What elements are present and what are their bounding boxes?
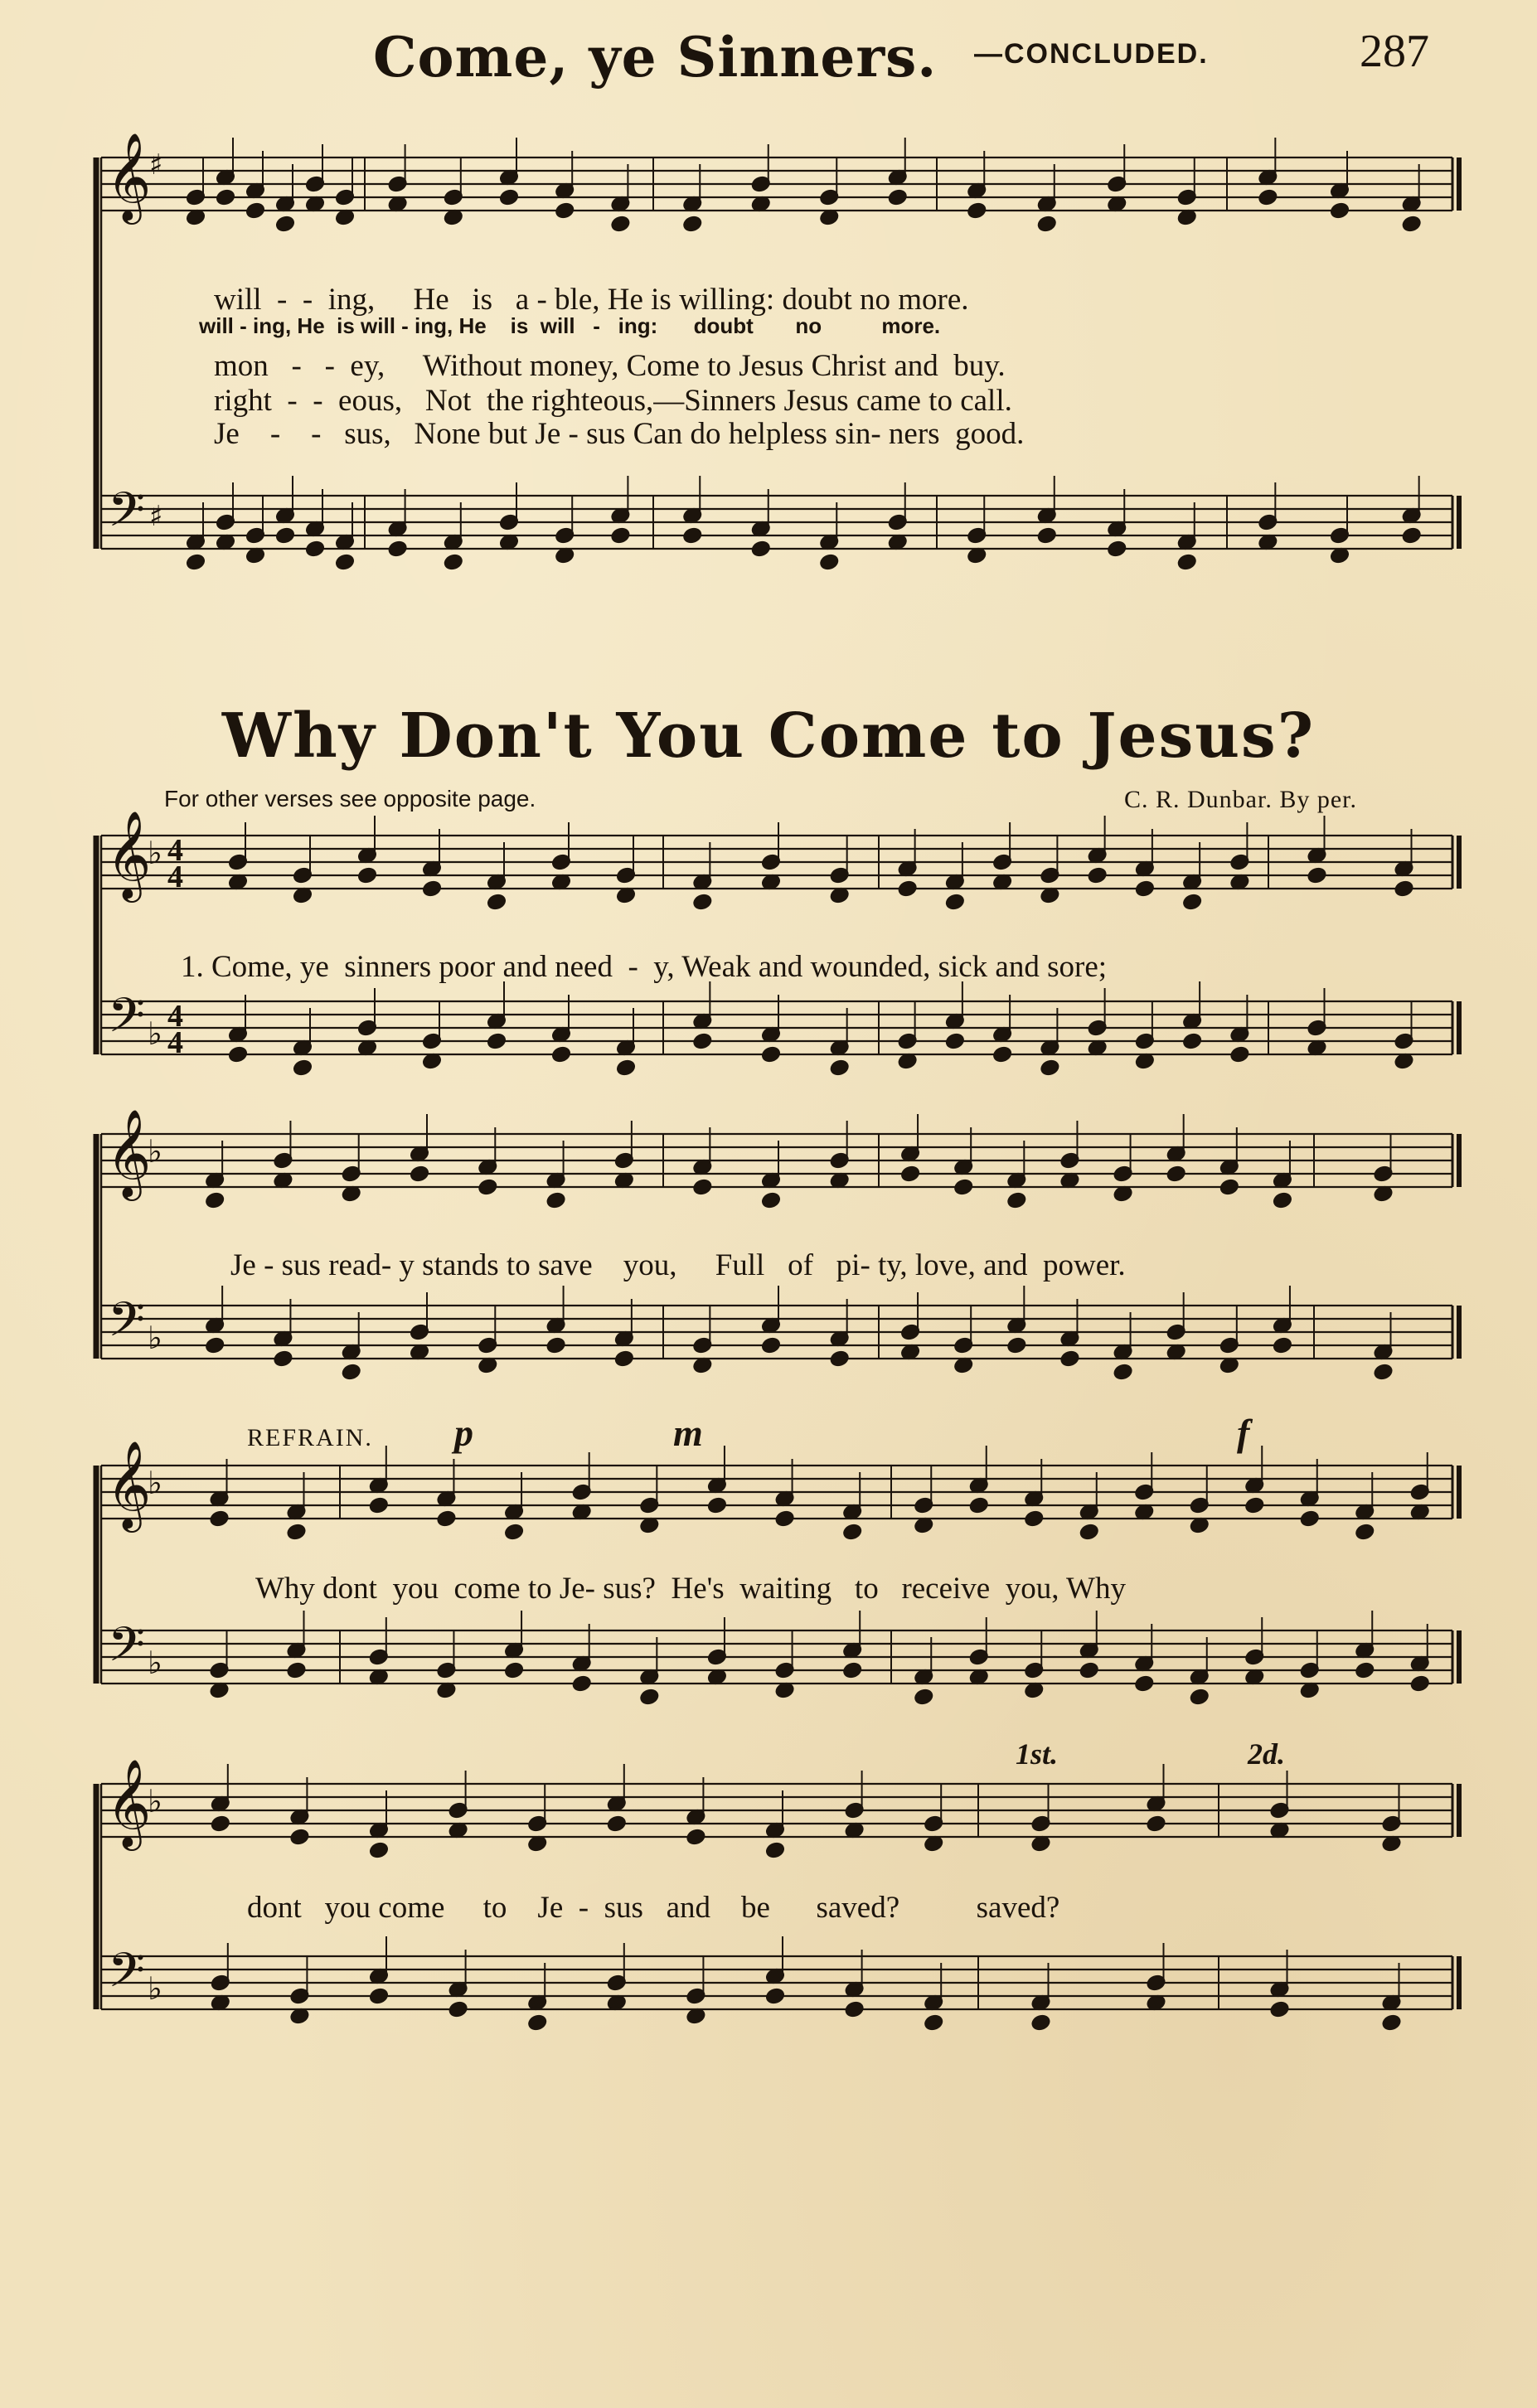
treble-clef-icon: 𝄞 (106, 132, 152, 220)
note-head (1079, 1524, 1099, 1541)
note-head (1134, 1675, 1154, 1693)
dynamic-mark: p (454, 1412, 473, 1454)
note-head (1402, 527, 1422, 545)
note-head (186, 554, 206, 571)
note-head (1182, 1033, 1202, 1050)
note-head (305, 540, 325, 558)
note-head (369, 1988, 389, 2005)
note-head (967, 202, 987, 220)
note-head (369, 1842, 389, 1859)
note-head (1244, 1497, 1264, 1514)
note-head (1273, 1337, 1292, 1354)
flat-sign-icon: ♭ (148, 1645, 162, 1681)
note-head (761, 1337, 781, 1354)
note-head (287, 1662, 307, 1679)
note-head (898, 880, 918, 898)
note-head (245, 202, 265, 220)
note-head (1410, 1675, 1430, 1693)
note-head (775, 1510, 795, 1528)
note-head (1135, 880, 1155, 898)
note-head (1147, 1815, 1166, 1833)
time-signature-top: 4 (167, 833, 183, 868)
note-head (924, 2014, 943, 2032)
note-head (953, 1179, 973, 1196)
note-head (504, 1662, 524, 1679)
note-head (216, 189, 235, 206)
note-head (487, 1033, 507, 1050)
note-head (205, 1192, 225, 1209)
note-head (639, 1689, 659, 1706)
verses-note: For other verses see opposite page. (164, 786, 536, 812)
bass-clef-icon: 𝄢 (108, 1291, 146, 1359)
note-head (342, 1364, 361, 1381)
note-head (830, 1059, 850, 1077)
dynamic-mark: m (673, 1412, 703, 1454)
note-head (228, 1046, 248, 1063)
flat-sign-icon: ♭ (148, 1015, 162, 1052)
bass-clef-icon: 𝄢 (108, 987, 146, 1055)
treble-clef-icon: 𝄞 (106, 1108, 152, 1197)
flat-sign-icon: ♭ (148, 1465, 162, 1501)
song-lyric-line: Je - sus read- y stands to save you, Full of pi- ty, love, and power. (230, 1248, 1126, 1282)
note-head (1300, 1510, 1320, 1528)
note-head (610, 216, 630, 233)
note-head (211, 1815, 230, 1833)
verse-lyric-line: will - - ing, He is a - ble, He is willing: doubt no more. (214, 283, 969, 317)
note-head (830, 1350, 850, 1368)
note-head (1382, 2014, 1402, 2032)
note-head (527, 2014, 547, 2032)
note-head (499, 189, 519, 206)
note-head (422, 880, 442, 898)
note-head (436, 1510, 456, 1528)
note-head (1258, 189, 1278, 206)
note-head (692, 1179, 712, 1196)
flat-sign-icon: ♭ (148, 1970, 162, 2007)
note-head (761, 1192, 781, 1209)
note-head (448, 2001, 468, 2018)
note-head (1006, 1337, 1026, 1354)
note-head (819, 554, 839, 571)
note-head (692, 894, 712, 911)
page-number: 287 (1360, 26, 1429, 77)
sharp-sign-icon: ♯ (149, 500, 163, 533)
note-head (1307, 867, 1327, 884)
treble-clef-icon: 𝄞 (106, 1758, 152, 1847)
flat-sign-icon: ♭ (148, 1783, 162, 1819)
song-lyric-line: 1. Come, ye sinners poor and need - y, Weak and wounded, sick and sore; (181, 950, 1108, 984)
note-head (1182, 894, 1202, 911)
song-lyric-line: Why dont you come to Je- sus? He's waiting to receive you, Why (255, 1572, 1126, 1606)
note-head (607, 1815, 627, 1833)
bass-clef-icon: 𝄢 (108, 1616, 146, 1684)
time-signature-top: 4 (167, 999, 183, 1034)
note-head (551, 1046, 571, 1063)
note-head (357, 867, 377, 884)
verse-lyric-line: will - ing, He is will - ing, He is will - ing: doubt no more. (199, 313, 941, 338)
note-head (1037, 527, 1057, 545)
note-head (1270, 2001, 1290, 2018)
note-head (210, 1510, 230, 1528)
note-head (765, 1988, 785, 2005)
note-head (1024, 1510, 1044, 1528)
note-head (888, 189, 908, 206)
note-head (555, 202, 575, 220)
note-head (1374, 1364, 1394, 1381)
note-head (1402, 216, 1422, 233)
note-head (1229, 1046, 1249, 1063)
note-head (293, 1059, 313, 1077)
note-head (1037, 216, 1057, 233)
note-head (444, 554, 463, 571)
note-head (842, 1662, 862, 1679)
note-head (504, 1524, 524, 1541)
note-head (289, 1829, 309, 1846)
note-head (1219, 1179, 1239, 1196)
note-head (546, 1337, 566, 1354)
time-signature-bottom: 4 (167, 1025, 183, 1060)
first-ending-label: 1st. (1016, 1737, 1059, 1771)
note-head (369, 1497, 389, 1514)
time-signature-bottom: 4 (167, 860, 183, 894)
note-head (273, 1350, 293, 1368)
note-head (1330, 202, 1350, 220)
note-head (992, 1046, 1012, 1063)
note-head (692, 1033, 712, 1050)
song-lyric-line: dont you come to Je - sus and be saved? saved? (247, 1891, 1060, 1925)
song-title: Why Don't You Come to Jesus? (221, 700, 1316, 772)
note-head (842, 1524, 862, 1541)
note-head (287, 1524, 307, 1541)
note-head (1040, 1059, 1059, 1077)
note-head (1355, 1662, 1375, 1679)
note-head (1107, 540, 1127, 558)
note-head (751, 540, 771, 558)
note-head (761, 1046, 781, 1063)
page-header-concluded: —CONCLUDED. (974, 38, 1209, 70)
note-head (616, 1059, 636, 1077)
note-head (1166, 1165, 1186, 1183)
treble-clef-icon: 𝄞 (106, 1440, 152, 1529)
refrain-label: REFRAIN. (247, 1424, 373, 1451)
note-head (1355, 1524, 1375, 1541)
note-head (610, 527, 630, 545)
note-head (1031, 2014, 1051, 2032)
treble-clef-icon: 𝄞 (106, 810, 152, 899)
note-head (686, 1829, 705, 1846)
note-head (388, 540, 408, 558)
note-head (614, 1350, 634, 1368)
note-head (1113, 1364, 1133, 1381)
note-head (707, 1497, 727, 1514)
note-head (845, 2001, 865, 2018)
note-head (335, 554, 355, 571)
note-head (1059, 1350, 1079, 1368)
note-head (945, 1033, 965, 1050)
note-head (275, 527, 295, 545)
note-head (945, 894, 965, 911)
note-head (682, 216, 702, 233)
flat-sign-icon: ♭ (148, 1320, 162, 1356)
note-head (410, 1165, 429, 1183)
note-head (1079, 1662, 1099, 1679)
note-head (275, 216, 295, 233)
note-head (487, 894, 507, 911)
note-head (1273, 1192, 1292, 1209)
note-head (765, 1842, 785, 1859)
note-head (572, 1675, 592, 1693)
sharp-sign-icon: ♯ (149, 148, 163, 182)
note-head (1190, 1689, 1210, 1706)
flat-sign-icon: ♭ (148, 1133, 162, 1170)
note-head (478, 1179, 497, 1196)
note-head (205, 1337, 225, 1354)
composer-credit: C. R. Dunbar. By per. (1124, 786, 1357, 813)
verse-lyric-line: mon - - ey, Without money, Come to Jesus Christ and buy. (214, 349, 1006, 383)
flat-sign-icon: ♭ (148, 835, 162, 871)
page-header-title: Come, ye Sinners. (373, 25, 938, 90)
note-head (969, 1497, 989, 1514)
bass-clef-icon: 𝄢 (108, 1942, 146, 2010)
note-head (546, 1192, 566, 1209)
bass-clef-icon: 𝄢 (108, 482, 146, 550)
note-head (914, 1689, 933, 1706)
note-head (900, 1165, 920, 1183)
verse-lyric-line: right - - eous, Not the righteous,—Sinners Jesus came to call. (214, 384, 1012, 418)
note-head (1394, 880, 1414, 898)
second-ending-label: 2d. (1248, 1737, 1285, 1771)
verse-lyric-line: Je - - sus, None but Je - sus Can do helpless sin- ners good. (214, 417, 1025, 451)
note-head (1006, 1192, 1026, 1209)
note-head (1088, 867, 1108, 884)
note-head (682, 527, 702, 545)
note-head (1177, 554, 1197, 571)
dynamic-mark: f (1237, 1412, 1250, 1454)
